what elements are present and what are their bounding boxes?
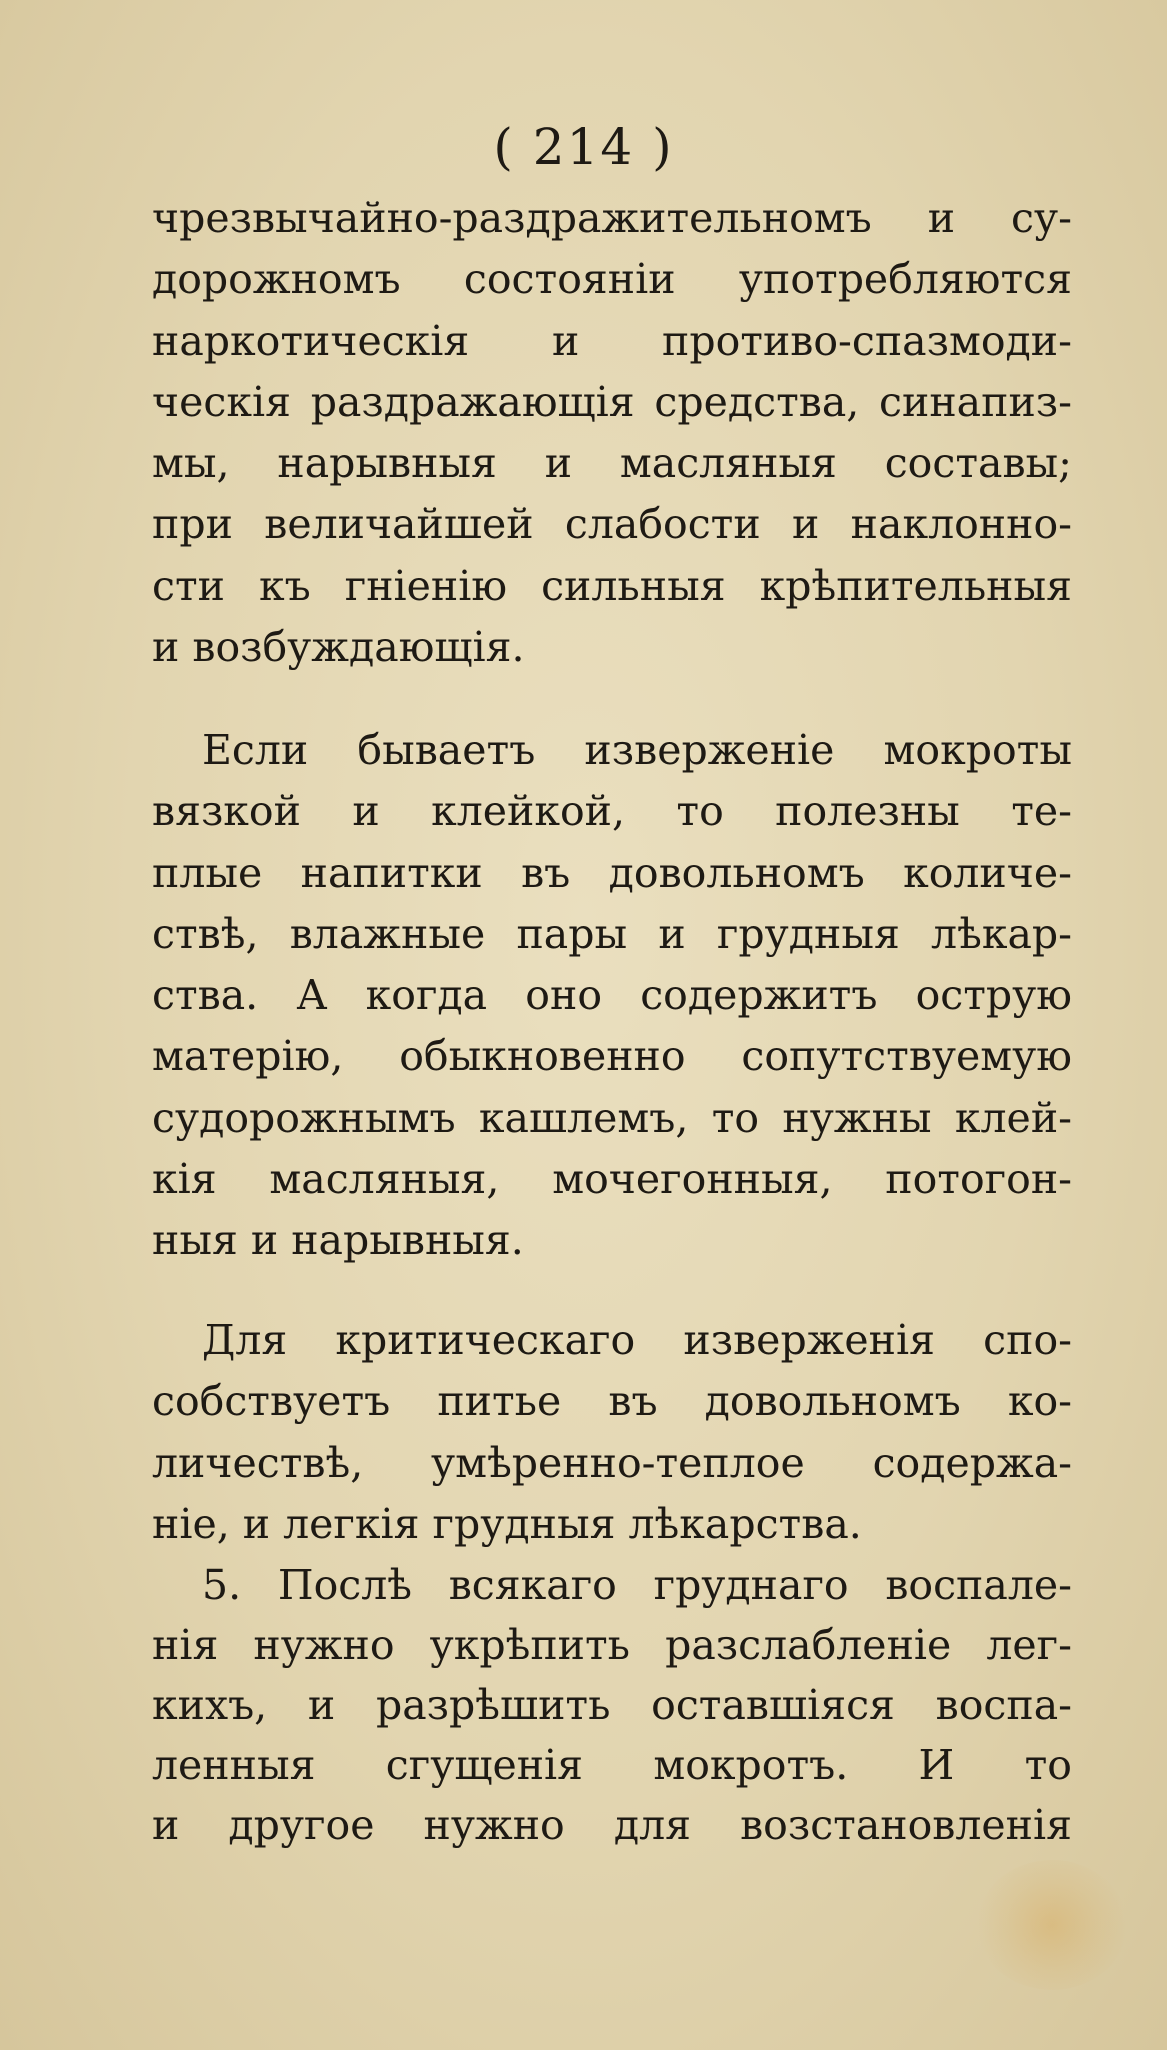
text-line: Для критическаго изверженiя спо- bbox=[202, 1316, 1072, 1364]
paragraph-4 bbox=[152, 1555, 1072, 1855]
text-line: матерiю, обыкновенно сопутствуемую bbox=[152, 1032, 1072, 1081]
paragraph-2 bbox=[152, 720, 1072, 1272]
text-line: собствуетъ питье въ довольномъ ко- bbox=[152, 1377, 1072, 1426]
text-line: 5. Послѣ всякаго груднаго воспале- bbox=[202, 1561, 1072, 1609]
text-line: наркотическiя и противо-спазмоди- bbox=[152, 316, 1072, 365]
text-line: нiе, и легкiя грудныя лѣкарства. bbox=[152, 1499, 862, 1548]
text-line: и возбуждающiя. bbox=[152, 623, 525, 672]
page-number: ( 214 ) bbox=[493, 118, 674, 176]
text-line: ствѣ, влажные пары и грудныя лѣкар- bbox=[152, 909, 1072, 958]
text-line: плые напитки въ довольномъ количе- bbox=[152, 848, 1072, 897]
text-line: кiя масляныя, мочегонныя, потогон- bbox=[152, 1155, 1072, 1204]
text-line: ныя и нарывныя. bbox=[152, 1216, 524, 1265]
text-line: и другое нужно для возстановленiя bbox=[152, 1801, 1072, 1849]
text-line: ства. А когда оно содержитъ острую bbox=[152, 971, 1072, 1020]
text-line: дорожномъ состоянiи употребляются bbox=[152, 255, 1072, 304]
age-stain bbox=[977, 1860, 1127, 1990]
text-line: ленныя сгущенiя мокротъ. И то bbox=[152, 1741, 1072, 1789]
text-line: сти къ гнiенiю сильныя крѣпительныя bbox=[152, 561, 1072, 610]
text-line: мы, нарывныя и масляныя составы; bbox=[152, 439, 1072, 488]
text-line: кихъ, и разрѣшить оставшiяся воспа- bbox=[152, 1681, 1072, 1729]
text-line: Если бываетъ изверженiе мокроты bbox=[202, 726, 1072, 774]
text-line: судорожнымъ кашлемъ, то нужны клей- bbox=[152, 1093, 1072, 1142]
text-line: чрезвычайно-раздражительномъ и су- bbox=[152, 194, 1072, 242]
text-line: личествѣ, умѣренно-теплое содержа- bbox=[152, 1438, 1072, 1487]
text-line: нiя нужно укрѣпить разслабленiе лег- bbox=[152, 1621, 1072, 1669]
text-line: при величайшей слабости и наклонно- bbox=[152, 500, 1072, 549]
paragraph-3 bbox=[152, 1310, 1072, 1555]
text-line: ческiя раздражающiя средства, синапиз- bbox=[152, 377, 1072, 426]
paragraph-1 bbox=[152, 188, 1072, 678]
text-line: вязкой и клейкой, то полезны те- bbox=[152, 787, 1072, 836]
